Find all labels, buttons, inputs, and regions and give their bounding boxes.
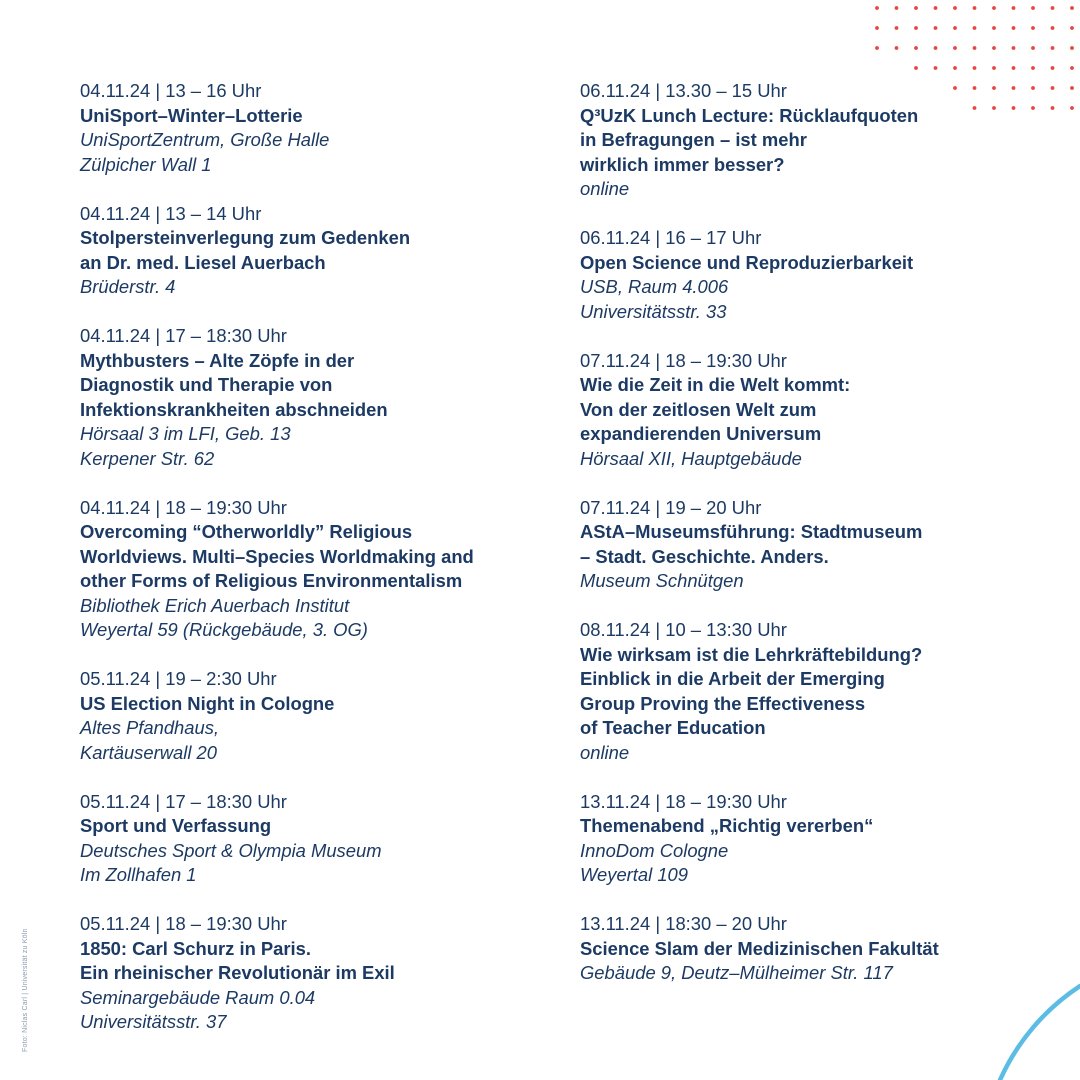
event-title-line: Infektionskrankheiten abschneiden bbox=[80, 398, 388, 420]
event-entry bbox=[80, 912, 540, 1035]
event-title-line: an Dr. med. Liesel Auerbach bbox=[80, 251, 326, 273]
event-entry bbox=[80, 496, 540, 643]
decorative-dot bbox=[914, 6, 918, 10]
event-date-time: 07.11.24 | 18 – 19:30 Uhr bbox=[580, 349, 787, 371]
event-title-line: Ein rheinischer Revolutionär im Exil bbox=[80, 962, 395, 983]
event-title-line: Themenabend „Richtig vererben“ bbox=[580, 815, 874, 836]
decorative-dot bbox=[934, 66, 938, 70]
event-date-time: 13.11.24 | 18 – 19:30 Uhr bbox=[580, 790, 787, 812]
event-title-line: US Election Night in Cologne bbox=[80, 692, 335, 714]
decorative-dot bbox=[1051, 26, 1055, 30]
decorative-dot bbox=[1012, 46, 1016, 50]
decorative-arc bbox=[960, 960, 1080, 1080]
event-title-line: Sport und Verfassung bbox=[80, 815, 272, 836]
event-location-line: Brüderstr. 4 bbox=[80, 276, 176, 297]
event-location-line: Kartäuserwall 20 bbox=[80, 741, 217, 763]
decorative-dot bbox=[1051, 46, 1055, 50]
event-date-time: 05.11.24 | 17 – 18:30 Uhr bbox=[80, 790, 287, 812]
event-title-line: other Forms of Religious Environmentalism bbox=[80, 570, 463, 591]
event-location-line: Hörsaal XII, Hauptgebäude bbox=[580, 447, 802, 469]
event-date-time: 04.11.24 | 17 – 18:30 Uhr bbox=[80, 325, 287, 346]
event-entry bbox=[80, 324, 540, 471]
decorative-dot bbox=[934, 46, 938, 50]
decorative-dot bbox=[1051, 6, 1055, 10]
event-date-time: 07.11.24 | 19 – 20 Uhr bbox=[580, 496, 762, 518]
decorative-dot bbox=[992, 66, 996, 70]
decorative-dot bbox=[895, 26, 899, 30]
event-entry bbox=[80, 790, 540, 888]
event-entry bbox=[580, 618, 1050, 765]
event-location-line: UniSportZentrum, Große Halle bbox=[80, 129, 330, 150]
decorative-dot bbox=[1012, 6, 1016, 10]
decorative-dot bbox=[1012, 66, 1016, 70]
event-title-line: UniSport–Winter–Lotterie bbox=[80, 104, 303, 126]
event-location-line: Museum Schnütgen bbox=[580, 570, 744, 591]
decorative-dot bbox=[1051, 66, 1055, 70]
decorative-dot bbox=[875, 6, 879, 10]
event-location-line: Im Zollhafen 1 bbox=[80, 864, 197, 885]
decorative-dot bbox=[875, 46, 879, 50]
event-date-time: 04.11.24 | 13 – 16 Uhr bbox=[80, 80, 262, 101]
decorative-dot bbox=[953, 66, 957, 70]
event-title-line: Wie wirksam ist die Lehrkräftebildung? bbox=[580, 643, 923, 665]
event-location-line: Seminargebäude Raum 0.04 bbox=[80, 986, 316, 1008]
event-location-line: USB, Raum 4.006 bbox=[580, 276, 729, 297]
event-date-time: 05.11.24 | 19 – 2:30 Uhr bbox=[80, 668, 277, 689]
event-title-line: Mythbusters – Alte Zöpfe in der bbox=[80, 349, 355, 371]
event-location-line: Weyertal 59 (Rückgebäude, 3. OG) bbox=[80, 619, 368, 640]
decorative-dot bbox=[953, 26, 957, 30]
event-date-time: 05.11.24 | 18 – 19:30 Uhr bbox=[80, 913, 287, 934]
right-event-column bbox=[580, 79, 1050, 1010]
left-event-column bbox=[80, 79, 540, 1059]
event-entry bbox=[580, 226, 1050, 324]
decorative-dot bbox=[1051, 86, 1055, 90]
event-title-line: Einblick in die Arbeit der Emerging bbox=[580, 668, 885, 689]
decorative-dot bbox=[1031, 26, 1035, 30]
event-entry bbox=[580, 496, 1050, 594]
decorative-dot bbox=[1070, 66, 1074, 70]
photo-credit: Foto: Niclas Carl | Universität zu Köln bbox=[22, 928, 29, 1052]
decorative-dot bbox=[992, 6, 996, 10]
decorative-dot bbox=[914, 66, 918, 70]
event-title-line: AStA–Museumsführung: Stadtmuseum bbox=[580, 521, 923, 542]
event-title-line: 1850: Carl Schurz in Paris. bbox=[80, 937, 312, 959]
event-location-line: Gebäude 9, Deutz–Mülheimer Str. 117 bbox=[580, 962, 893, 983]
event-title-line: Science Slam der Medizinischen Fakultät bbox=[580, 937, 939, 959]
event-title-line: expandierenden Universum bbox=[580, 423, 822, 444]
event-title-line: Diagnostik und Therapie von bbox=[80, 374, 333, 395]
event-title-line: Q³UzK Lunch Lecture: Rücklaufquoten bbox=[580, 104, 919, 126]
event-entry bbox=[80, 667, 540, 765]
decorative-dot bbox=[914, 26, 918, 30]
decorative-dot bbox=[953, 6, 957, 10]
event-title-line: wirklich immer besser? bbox=[580, 153, 785, 175]
decorative-dot bbox=[953, 46, 957, 50]
event-date-time: 04.11.24 | 18 – 19:30 Uhr bbox=[80, 496, 287, 518]
event-date-time: 08.11.24 | 10 – 13:30 Uhr bbox=[580, 619, 787, 640]
event-date-time: 13.11.24 | 18:30 – 20 Uhr bbox=[580, 913, 787, 934]
decorative-dot bbox=[895, 6, 899, 10]
event-title-line: Von der zeitlosen Welt zum bbox=[580, 398, 817, 420]
event-entry bbox=[580, 349, 1050, 472]
decorative-dot bbox=[895, 46, 899, 50]
event-date-time: 04.11.24 | 13 – 14 Uhr bbox=[80, 202, 262, 224]
decorative-dot bbox=[1051, 106, 1055, 110]
decorative-dot bbox=[1070, 106, 1074, 110]
event-location-line: Bibliothek Erich Auerbach Institut bbox=[80, 594, 350, 616]
event-location-line: Universitätsstr. 37 bbox=[80, 1011, 227, 1032]
event-location-line: Deutsches Sport & Olympia Museum bbox=[80, 839, 382, 861]
event-location-line: InnoDom Cologne bbox=[580, 839, 729, 861]
decorative-dot bbox=[992, 46, 996, 50]
decorative-dot bbox=[973, 66, 977, 70]
event-entry bbox=[580, 790, 1050, 888]
decorative-dot bbox=[973, 26, 977, 30]
decorative-dot bbox=[914, 46, 918, 50]
arc-stroke bbox=[1000, 986, 1080, 1080]
event-title-line: in Befragungen – ist mehr bbox=[580, 129, 807, 150]
event-title-line: Wie die Zeit in die Welt kommt: bbox=[580, 374, 851, 395]
event-title-line: Group Proving the Effectiveness bbox=[580, 692, 866, 714]
event-title-line: Overcoming “Otherworldly” Religious bbox=[80, 521, 413, 542]
decorative-dot bbox=[875, 26, 879, 30]
event-location-line: Zülpicher Wall 1 bbox=[80, 153, 212, 175]
event-entry bbox=[80, 202, 540, 300]
event-location-line: Altes Pfandhaus, bbox=[80, 717, 220, 738]
event-title-line: Worldviews. Multi–Species Worldmaking and bbox=[80, 545, 474, 567]
event-entry bbox=[80, 79, 540, 177]
decorative-dot bbox=[973, 46, 977, 50]
decorative-dot bbox=[934, 6, 938, 10]
event-title-line: Open Science und Reproduzierbarkeit bbox=[580, 251, 914, 273]
event-entry bbox=[580, 79, 1050, 202]
decorative-dot bbox=[934, 26, 938, 30]
decorative-dot bbox=[992, 26, 996, 30]
event-location-line: Weyertal 109 bbox=[580, 864, 689, 885]
decorative-dot bbox=[1070, 6, 1074, 10]
decorative-dot bbox=[1070, 46, 1074, 50]
event-location-line: Universitätsstr. 33 bbox=[580, 300, 727, 322]
event-location-line: Hörsaal 3 im LFI, Geb. 13 bbox=[80, 423, 291, 444]
event-title-line: Stolpersteinverlegung zum Gedenken bbox=[80, 227, 411, 248]
event-title-line: – Stadt. Geschichte. Anders. bbox=[580, 545, 829, 567]
event-location-line: online bbox=[580, 178, 630, 199]
decorative-dot bbox=[1012, 26, 1016, 30]
decorative-dot bbox=[973, 6, 977, 10]
event-date-time: 06.11.24 | 13.30 – 15 Uhr bbox=[580, 80, 787, 101]
decorative-dot bbox=[1031, 66, 1035, 70]
decorative-dot bbox=[1070, 26, 1074, 30]
event-location-line: Kerpener Str. 62 bbox=[80, 447, 215, 469]
event-title-line: of Teacher Education bbox=[580, 717, 766, 738]
event-date-time: 06.11.24 | 16 – 17 Uhr bbox=[580, 227, 762, 248]
event-location-line: online bbox=[580, 741, 630, 763]
decorative-dot bbox=[1031, 6, 1035, 10]
decorative-dot bbox=[1070, 86, 1074, 90]
decorative-dot bbox=[1031, 46, 1035, 50]
